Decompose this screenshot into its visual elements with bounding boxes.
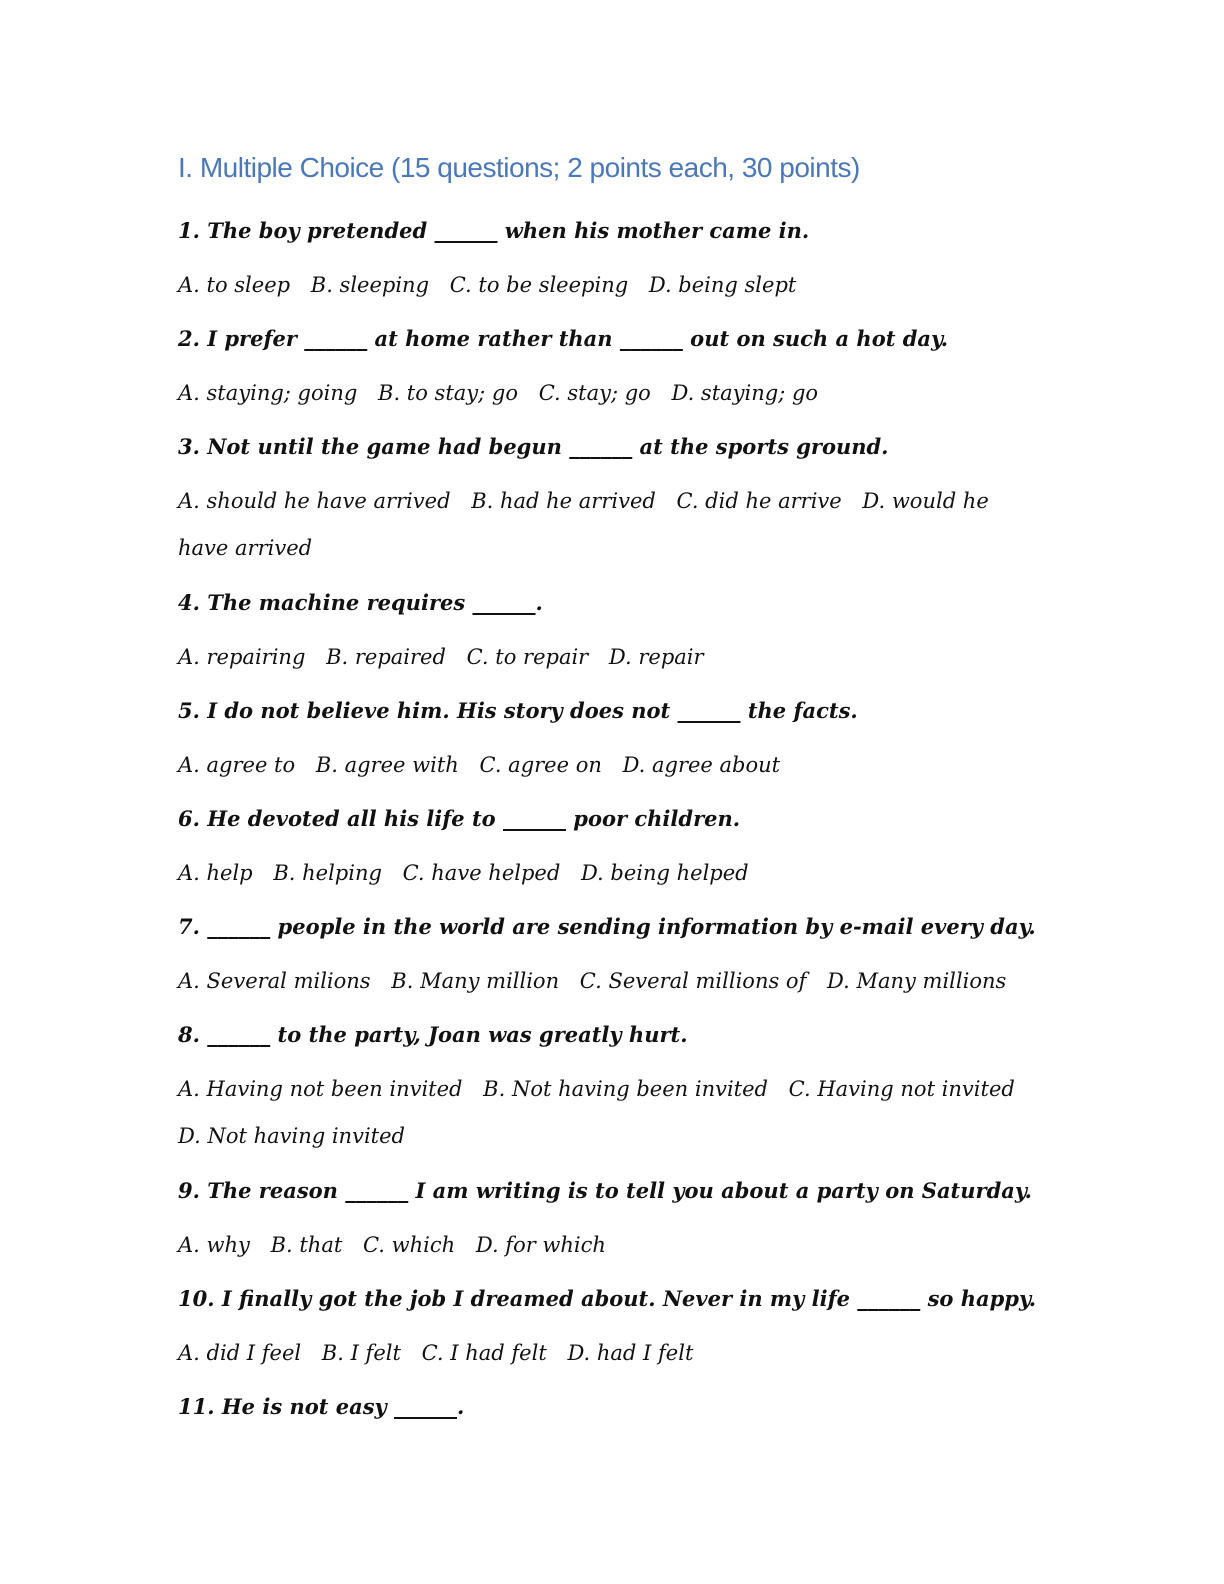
option-4a: A. repairing	[178, 645, 306, 669]
option-9c: C. which	[362, 1233, 456, 1257]
option-10a: A. did I feel	[178, 1341, 302, 1365]
option-8a: A. Having not been invited	[178, 1077, 463, 1101]
option-6a: A. help	[178, 861, 253, 885]
option-3c: C. did he arrive	[676, 489, 842, 513]
option-5b: B. agree with	[315, 753, 459, 777]
option-1d: D. being slept	[648, 273, 797, 297]
option-1a: A. to sleep	[178, 273, 291, 297]
option-3b: B. had he arrived	[471, 489, 656, 513]
question-stem-7: 7. ______ people in the world are sending information by e-mail every day.	[178, 914, 1036, 939]
option-9a: A. why	[178, 1233, 250, 1257]
option-4d: D. repair	[608, 645, 704, 669]
answer-options-7	[178, 954, 1038, 1008]
answer-options-5	[178, 738, 1038, 792]
worksheet-page	[178, 148, 1038, 1434]
answer-options-2	[178, 366, 1038, 420]
answer-options-3	[178, 474, 1038, 576]
answer-options-6	[178, 846, 1038, 900]
question-stem-9: 9. The reason ______ I am writing is to tell you about a party on Saturday.	[178, 1178, 1032, 1203]
option-3a: A. should he have arrived	[178, 489, 451, 513]
answer-options-1	[178, 258, 1038, 312]
option-8c: C. Having not invited	[788, 1077, 1015, 1101]
question-stem-2: 2. I prefer ______ at home rather than ______ out on such a hot day.	[178, 326, 949, 351]
question-stem-3: 3. Not until the game had begun ______ at the sports ground.	[178, 434, 889, 459]
option-2a: A. staying; going	[178, 381, 358, 405]
option-4c: C. to repair	[466, 645, 589, 669]
option-2d: D. staying; go	[671, 381, 819, 405]
option-6b: B. helping	[273, 861, 382, 885]
option-7d: D. Many millions	[827, 969, 1007, 993]
answer-options-9	[178, 1218, 1038, 1272]
option-6d: D. being helped	[580, 861, 749, 885]
option-10d: D. had I felt	[567, 1341, 694, 1365]
option-7b: B. Many million	[391, 969, 560, 993]
answer-options-4	[178, 630, 1038, 684]
option-5d: D. agree about	[622, 753, 781, 777]
option-8d: D. Not having invited	[178, 1124, 405, 1148]
option-8b: B. Not having been invited	[483, 1077, 768, 1101]
option-1c: C. to be sleeping	[449, 273, 629, 297]
option-7c: C. Several millions of	[579, 969, 807, 993]
answer-options-10	[178, 1326, 1038, 1380]
option-5c: C. agree on	[479, 753, 602, 777]
question-stem-5: 5. I do not believe him. His story does not ______ the facts.	[178, 698, 858, 723]
option-1b: B. sleeping	[310, 273, 430, 297]
option-5a: A. agree to	[178, 753, 296, 777]
question-stem-10: 10. I finally got the job I dreamed about. Never in my life ______ so happy.	[178, 1286, 1037, 1311]
answer-options-8	[178, 1062, 1038, 1164]
option-6c: C. have helped	[402, 861, 561, 885]
option-9b: B. that	[270, 1233, 343, 1257]
option-2b: B. to stay; go	[378, 381, 518, 405]
question-stem-11: 11. He is not easy ______.	[178, 1394, 465, 1419]
question-stem-6: 6. He devoted all his life to ______ poor children.	[178, 806, 741, 831]
option-10b: B. I felt	[321, 1341, 401, 1365]
option-7a: A. Several milions	[178, 969, 371, 993]
question-stem-1: 1. The boy pretended ______ when his mother came in.	[178, 218, 810, 243]
question-stem-8: 8. ______ to the party, Joan was greatly hurt.	[178, 1022, 688, 1047]
option-10c: C. I had felt	[421, 1341, 547, 1365]
option-4b: B. repaired	[326, 645, 446, 669]
question-stem-4: 4. The machine requires ______.	[178, 590, 543, 615]
option-9d: D. for which	[475, 1233, 606, 1257]
option-3d: D. would he have arrived	[178, 489, 989, 560]
section-heading: I. Multiple Choice (15 questions; 2 points each, 30 points)	[178, 152, 860, 183]
option-2c: C. stay; go	[538, 381, 651, 405]
